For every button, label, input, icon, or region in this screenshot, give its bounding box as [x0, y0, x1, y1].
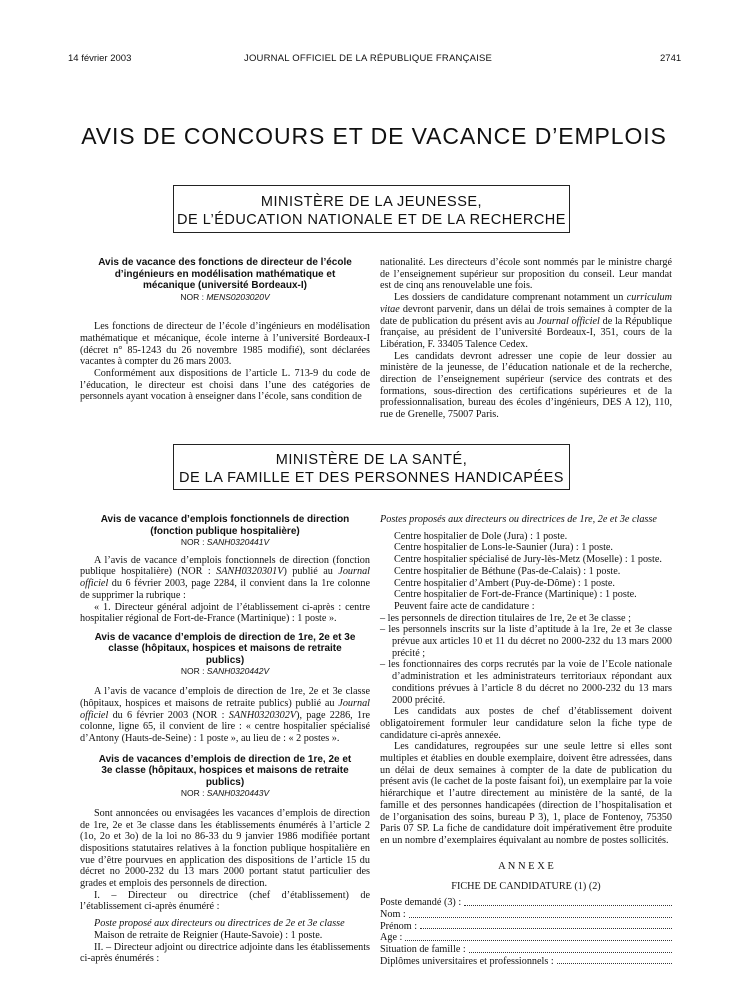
post-item: Centre hospitalier de Dole (Jura) : 1 poste. [394, 530, 568, 542]
post-item: Centre hospitalier spécialisé de Jury-lès-Metz (Moselle) : 1 poste. [394, 554, 662, 566]
paragraph: Les candidats devront adresser une copie de leur dossier au ministère de la jeunesse, de l’éducation nationale et de la recherche, direction de l’enseignement supérieur (service des contrats et des formations, sous-direction des certifications supérieures et de la professionnalisation, bureau des écoles d’ingénieurs, DES A 12), 110, rue de Grenelle, 75007 Paris. [380, 350, 672, 421]
section-health-right [380, 514, 672, 967]
form-field-row [380, 956, 672, 968]
nor-reference: NOR : SANH0320443V [180, 788, 270, 799]
form-field-row [380, 921, 672, 933]
post-item: Centre hospitalier de Lons-le-Saunier (Jura) : 1 poste. [394, 542, 613, 554]
header-page-number: 2741 [660, 53, 682, 64]
form-field-row [380, 932, 672, 944]
ministry-box-health [173, 444, 570, 490]
form-field-label: Situation de famille : [380, 943, 466, 955]
form-field-blank[interactable] [405, 932, 672, 941]
section-health-left [80, 514, 370, 965]
form-field-label: Nom : [380, 908, 406, 920]
notice-title: Avis de vacance d’emplois fonctionnels de direction (fonction publique hospitalière) [100, 514, 350, 537]
ministry-line-2: DE LA FAMILLE ET DES PERSONNES HANDICAPÉES [179, 470, 564, 486]
ministry-line-1: MINISTÈRE DE LA SANTÉ, [275, 452, 468, 468]
paragraph: Les candidatures, regroupées sur une seule lettre si elles sont multiples et établies en double exemplaire, doivent être adressées, dans un délai de deux semaines à compter de la date de publication du présent avis (le cachet de la poste faisant foi), un exemplaire par la voie hiérarchique et l’autre directement au ministère de la santé, de la famille et des personnes handicapées (direction de l’hospitalisation et de l’organisation des soins, bureau P 3), 1, place de Fontenoy, 75350 Paris 07 SP. La fiche de candidature doit impérativement être produite en un nombre d’exemplaires équivalant au nombre de postes sollicités. [380, 741, 672, 846]
paragraph: Maison de retraite de Reignier (Haute-Savoie) : 1 poste. [94, 929, 323, 941]
nor-reference: NOR : SANH0320442V [180, 666, 270, 677]
form-field-label: Diplômes universitaires et professionnels : [380, 955, 554, 967]
post-item: Centre hospitalier de Béthune (Pas-de-Calais) : 1 poste. [394, 565, 621, 577]
ministry-line-2: DE L’ÉDUCATION NATIONALE ET DE LA RECHERCHE [177, 212, 566, 228]
paragraph: Poste proposé aux directeurs ou directrices de 2e et 3e classe [94, 918, 345, 930]
paragraph: Les candidats aux postes de chef d’établissement doivent obligatoirement formuler leur candidature selon la fiche type de candidature ci-après annexée. [380, 706, 672, 741]
paragraph: « 1. Directeur général adjoint de l’établissement ci-après : centre hospitalier régional de Fort-de-France (Martinique) : 1 poste ». [80, 601, 370, 625]
paragraph: Les fonctions de directeur de l’école d’ingénieurs en modélisation mathématique et mécanique, école interne à l’université Bordeaux-I (décret n° 85-1243 du 26 novembre 1985 modifié), sont déclarées vacantes à compter du 26 mars 2003. [80, 321, 370, 368]
form-field-label: Age : [380, 932, 403, 944]
nor-reference: NOR : SANH0320441V [180, 537, 270, 547]
form-field-label: Prénom : [380, 920, 418, 932]
candidates-list [380, 613, 672, 707]
posts-list [380, 531, 672, 601]
candidate-category: – les fonctionnaires des corps recrutés par la voie de l’Ecole nationale d’administration et les administrateurs territoriaux répondant aux conditions prévues à l’article 8 du décret no 2000-232 du 13 mars 2000 précité. [380, 659, 672, 706]
ministry-box-education [173, 185, 570, 233]
header-journal-title: JOURNAL OFFICIEL DE LA RÉPUBLIQUE FRANÇAISE [244, 53, 493, 64]
posts-heading: Postes proposés aux directeurs ou directrices de 1re, 2e et 3e classe [380, 514, 657, 525]
paragraph: nationalité. Les directeurs d’école sont nommés par le ministre chargé de l’enseignement supérieur sur proposition du conseil. Leur mandat est de cinq ans renouvelable une fois. [380, 257, 672, 292]
form-field-row [380, 897, 672, 909]
main-title: AVIS DE CONCOURS ET DE VACANCE D’EMPLOIS [81, 123, 667, 149]
section-education-right [380, 257, 672, 421]
candidate-category: – les personnels de direction titulaires de 1re, 2e et 3e classe ; [380, 612, 631, 624]
notice-title: Avis de vacance des fonctions de directeur de l’école d’ingénieurs en modélisation mathématique et mécanique (université Bordeaux-I) [98, 257, 352, 291]
paragraph: Conformément aux dispositions de l’article L. 713-9 du code de l’éducation, le directeur est choisi dans l’une des catégories de personnels ayant vocation à enseigner dans l’école, sans condition de [80, 368, 370, 403]
candidate-category: – les personnels inscrits sur la liste d’aptitude à la 1re, 2e et 3e classe prévue aux articles 10 et 11 du décret no 2000-232 du 13 mars 2000 précité ; [380, 624, 672, 659]
paragraph: A l’avis de vacance d’emplois fonctionnels de direction (fonction publique hospitalière) (NOR : SANH0320301V) publié au Journal officiel du 6 février 2003, page 2284, il convient dans la 1re colonne de supprimer la rubrique : [80, 554, 370, 601]
annex-title: A N N E X E [498, 860, 554, 872]
form-field-blank[interactable] [420, 921, 672, 930]
post-item: Centre hospitalier de Fort-de-France (Martinique) : 1 poste. [394, 589, 637, 601]
paragraph: I. – Directeur ou directrice (chef d’établissement) de l’établissement ci-après énuméré : [80, 889, 370, 913]
section-education-left [80, 257, 370, 403]
paragraph: II. – Directeur adjoint ou directrice adjointe dans les établissements ci-après énumérés : [80, 941, 370, 965]
paragraph: Les dossiers de candidature comprenant notamment un curriculum vitae devront parvenir, dans un délai de trois semaines à compter de la date de publication du présent avis au Journal officiel de la République française, au président de l’université Bordeaux-I, 351, cours de la Libération, F. 33405 Talence Cedex. [380, 292, 672, 350]
ministry-line-1: MINISTÈRE DE LA JEUNESSE, [260, 194, 483, 210]
paragraph: A l’avis de vacance d’emplois de direction de 1re, 2e et 3e classe (hôpitaux, hospices et maisons de retraite publics) publié au Journal officiel du 6 février 2003 (NOR : SANH0320302V), page 2286, 1re colonne, ligne 65, il convient de lire : « centre hospitalier spécialisé d’Antony (Hauts-de-Seine) : 1 poste », au lieu de : « 2 postes ». [80, 686, 370, 744]
form-field-blank[interactable] [464, 897, 672, 906]
paragraph: Sont annoncées ou envisagées les vacances d’emplois de direction de 1re, 2e et 3e classe dans les établissements énumérés à l’article 2 (1o, 2o et 3o) de la loi no 86-33 du 9 janvier 1986 modifiée portant dispositions statutaires relatives à la fonction publique hospitalière en vue d’être pourvues en application des dispositions de l’article 15 du décret no 2000-232 du 13 mars 2000 portant statut particulier des grades et emplois des personnels de direction. [80, 807, 370, 890]
form-field-blank[interactable] [409, 909, 672, 918]
form-field-row [380, 944, 672, 956]
nor-reference: NOR : MENS0203020V [180, 291, 270, 302]
header-date: 14 février 2003 [68, 53, 132, 64]
post-item: Centre hospitalier d’Ambert (Puy-de-Dôme) : 1 poste. [394, 577, 615, 589]
form-fields [380, 897, 672, 967]
form-field-blank[interactable] [469, 944, 672, 953]
form-field-row [380, 909, 672, 921]
notice-title: Avis de vacance d’emplois de direction de 1re, 2e et 3e classe (hôpitaux, hospices et maisons de retraite publics) [94, 631, 356, 666]
notice-title: Avis de vacances d’emplois de direction de 1re, 2e et 3e classe (hôpitaux, hospices et maisons de retraite publics) [98, 753, 352, 788]
paragraph: Peuvent faire acte de candidature : [394, 600, 535, 612]
form-title: FICHE DE CANDIDATURE (1) (2) [451, 881, 601, 893]
form-field-blank[interactable] [557, 956, 672, 965]
form-field-label: Poste demandé (3) : [380, 897, 462, 909]
